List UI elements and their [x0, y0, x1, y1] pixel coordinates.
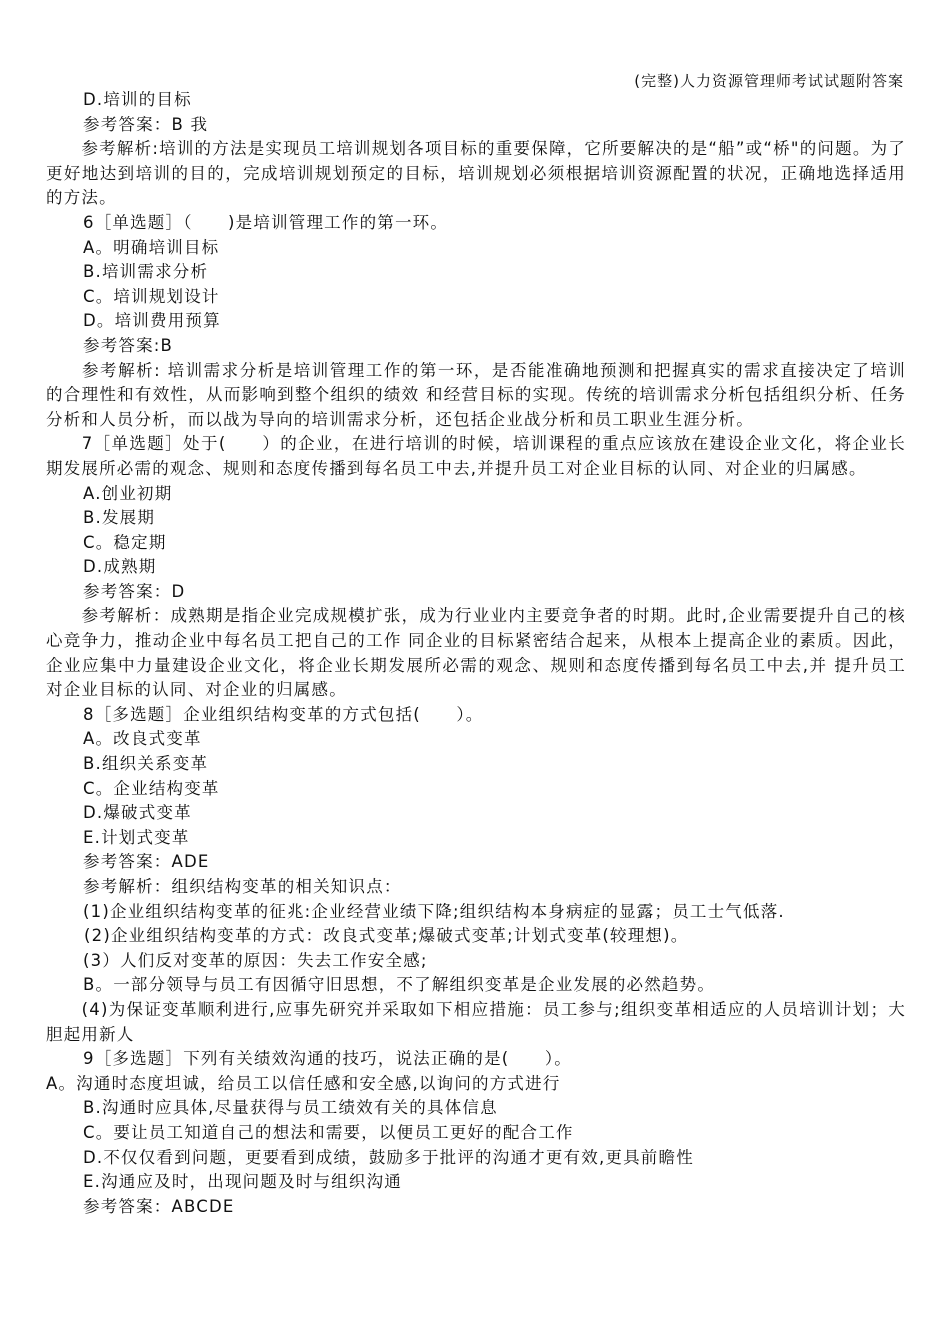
text-line: C。要让员工知道自己的想法和需要，以便员工更好的配合工作 [83, 1122, 574, 1142]
text-line: 参考解析: 培训需求分析是培训管理工作的第一环，是否能准确地预测和把握真实的需求直接决定了培训的合理性和有效性，从而影响到整个组织的绩效 和经营目标的实现。传统的培训需求分析包括组织分析、任务分析和人员分析，而以战为导向的培训需求分析，还包括企业战分析和员工职业生涯分析。 [46, 360, 906, 429]
text-line: D.爆破式变革 [83, 803, 192, 823]
text-line: (4)为保证变革顺利进行,应事先研究并采取如下相应措施：员工参与;组织变革相适应的人员培训计划；大胆起用新人 [46, 999, 906, 1044]
text-line: 6［单选题］（ )是培训管理工作的第一环。 [83, 212, 449, 232]
text-line: 参考解析：成熟期是指企业完成规模扩张，成为行业业内主要竞争者的时期。此时,企业需要提升自己的核心竞争力，推动企业中每名员工把自己的工作 同企业的目标紧密结合起来，从根本上提高企业的素质。因此，企业应集中力量建设企业文化，将企业长期发展所必需的观念、规则和态度传播到每名员工中去,并 提升员工对企业目标的认同、对企业的归属感。 [46, 606, 906, 700]
text-line: D.培训的目标 [83, 90, 192, 109]
text-line: 参考答案：ADE [83, 852, 210, 872]
text-line: E.沟通应及时，出现问题及时与组织沟通 [83, 1172, 402, 1192]
text-line: A.创业初期 [83, 483, 173, 503]
text-line: D.不仅仅看到问题，更要看到成绩，鼓励多于批评的沟通才更有效,更具前瞻性 [83, 1147, 694, 1167]
text-line: D.成熟期 [83, 557, 157, 577]
text-line: 参考答案：D [83, 581, 186, 601]
document-body [46, 88, 906, 1219]
text-line: E.计划式变革 [83, 827, 190, 847]
text-line: 8［多选题］企业组织结构变革的方式包括( ）。 [83, 704, 484, 724]
text-line: B.发展期 [83, 508, 156, 528]
text-line: 7［单选题］处于( ）的企业，在进行培训的时候，培训课程的重点应该放在建设企业文化，将企业长期发展所必需的观念、规则和态度传播到每名员工中去,并提升员工对企业目标的认同、对企业的归属感。 [46, 434, 906, 478]
text-line: 参考解析:培训的方法是实现员工培训规划各项目标的重要保障，它所要解决的是“船”或“桥"的问题。为了更好地达到培训的目的，完成培训规划预定的目标，培训规划必须根据培训资源配置的状况，正确地选择适用的方法。 [46, 139, 906, 208]
text-line: D。培训费用预算 [83, 311, 221, 331]
text-line: 参考答案:B [83, 335, 174, 355]
text-line: 9［多选题］下列有关绩效沟通的技巧，说法正确的是( ）。 [83, 1049, 572, 1069]
text-line: 参考答案：ABCDE [83, 1196, 235, 1216]
text-line: C。培训规划设计 [83, 286, 220, 306]
page-header: (完整)人力资源管理师考试试题附答案 [634, 72, 904, 90]
text-line: B.沟通时应具体,尽量获得与员工绩效有关的具体信息 [83, 1098, 498, 1118]
text-line: (1)企业组织结构变革的征兆:企业经营业绩下降;组织结构本身病症的显露；员工士气低落. [83, 901, 785, 921]
text-line: B.组织关系变革 [83, 754, 209, 774]
text-line: (3）人们反对变革的原因：失去工作安全感; [83, 950, 428, 970]
text-line: A。明确培训目标 [83, 237, 220, 257]
text-line: C。稳定期 [83, 532, 167, 552]
text-line: C。企业结构变革 [83, 778, 220, 798]
text-line: 参考答案：B 我 [83, 114, 209, 134]
text-line: A。沟通时态度坦诚，给员工以信任感和安全感,以询问的方式进行 [46, 1073, 561, 1093]
text-line: 参考解析：组织结构变革的相关知识点： [83, 877, 402, 896]
text-line: (2)企业组织结构变革的方式：改良式变革;爆破式变革;计划式变革(较理想)。 [84, 926, 689, 946]
text-line: B。一部分领导与员工有因循守旧思想，不了解组织变革是企业发展的必然趋势。 [83, 975, 716, 995]
text-line: B.培训需求分析 [83, 262, 209, 282]
text-line: A。改良式变革 [83, 729, 202, 749]
